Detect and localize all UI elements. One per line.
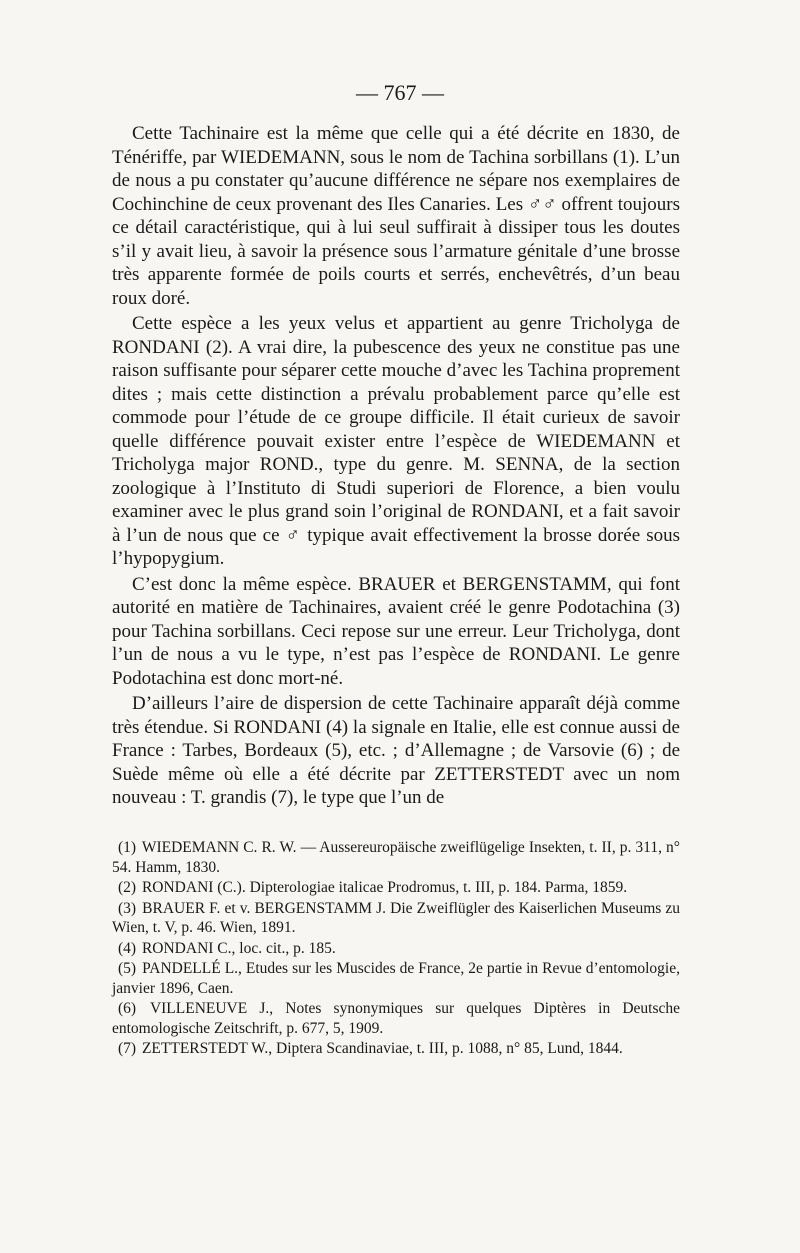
footnote-text: BRAUER F. et v. BERGENSTAMM J. Die Zweiflügler des Kaiserlichen Museums zu Wien, t. V, p. 46. Wien, 1891. (112, 899, 680, 936)
paragraph-1: Cette Tachinaire est la même que celle qui a été décrite en 1830, de Ténériffe, par WIEDEMANN, sous le nom de Tachina sorbillans (1). L’un de nous a pu constater qu’aucune différence ne sépare nos exemplaires de Cochinchine de ceux provenant des Iles Canaries. Les ♂♂ offrent toujours ce détail caractéristique, qui à lui seul suffirait à dissiper tous les doutes s’il y avait lieu, à savoir la présence sous l’armature génitale d’une brosse très apparente formée de poils courts et serrés, enchevêtrés, d’un beau roux doré. (112, 123, 680, 309)
footnote-5 (112, 959, 680, 998)
footnote-number: (1) (118, 839, 137, 856)
main-text (112, 122, 680, 812)
footnote-number: (3) (118, 899, 137, 917)
footnote-number: (6) (118, 1000, 137, 1017)
footnote-number: (2) (118, 879, 137, 896)
page-number: — 767 — (356, 80, 444, 105)
footnote-3 (112, 899, 680, 938)
footnote-number: (5) (118, 960, 137, 977)
footnote-text: RONDANI C., loc. cit., p. 185. (141, 939, 336, 957)
footnote-number: (7) (118, 1040, 137, 1057)
footnotes (112, 838, 680, 1060)
paragraph-3: C’est donc la même espèce. BRAUER et BERGENSTAMM, qui font autorité en matière de Tachinaires, avaient créé le genre Podotachina (3) pour Tachina sorbillans. Ceci repose sur une erreur. Leur Tricholyga, dont l’un de nous a vu le type, n’est pas l’espèce de RONDANI. Le genre Podotachina est donc mort-né. (112, 573, 680, 689)
footnote-text: RONDANI (C.). Dipterologiae italicae Prodromus, t. III, p. 184. Parma, 1859. (141, 879, 628, 896)
footnote-6 (112, 999, 680, 1038)
footnote-text: VILLENEUVE J., Notes synonymiques sur quelques Diptères in Deutsche entomologische Zeitschrift, p. 677, 5, 1909. (112, 1000, 680, 1037)
footnote-1 (112, 838, 680, 877)
paragraph-4: D’ailleurs l’aire de dispersion de cette Tachinaire apparaît déjà comme très étendue. Si RONDANI (4) la signale en Italie, elle est connue aussi de France : Tarbes, Bordeaux (5), etc. ; d’Allemagne ; de Varsovie (6) ; de Suède même où elle a été décrite par ZETTERSTEDT avec un nom nouveau : T. grandis (7), le type que l’un de (112, 693, 680, 808)
footnote-number: (4) (118, 939, 137, 957)
footnote-7 (112, 1039, 680, 1059)
paragraph-2: Cette espèce a les yeux velus et appartient au genre Tricholyga de RONDANI (2). A vrai dire, la pubescence des yeux ne constitue pas une raison suffisante pour séparer cette mouche d’avec les Tachina proprement dites ; mais cette distinction a prévalu probablement parce qu’elle est commode pour l’étude de ce groupe difficile. Il était curieux de savoir quelle différence pouvait exister entre l’espèce de WIEDEMANN et Tricholyga major ROND., type du genre. M. SENNA, de la section zoologique à l’Instituto di Studi superiori de Florence, a bien voulu examiner avec le plus grand soin l’original de RONDANI, et a fait savoir à l’un de nous que ce ♂ typique avait effectivement la brosse dorée sous l’hypopygium. (112, 313, 680, 569)
footnote-4 (112, 939, 680, 959)
footnote-2 (112, 878, 680, 898)
footnote-text: PANDELLÉ L., Etudes sur les Muscides de France, 2e partie in Revue d’entomologie, janvier 1896, Caen. (112, 960, 680, 997)
footnote-text: WIEDEMANN C. R. W. — Aussereuropäische zweiflügelige Insekten, t. II, p. 311, n° 54. Hamm, 1830. (112, 839, 680, 876)
footnote-text: ZETTERSTEDT W., Diptera Scandinaviae, t. III, p. 1088, n° 85, Lund, 1844. (141, 1040, 623, 1057)
